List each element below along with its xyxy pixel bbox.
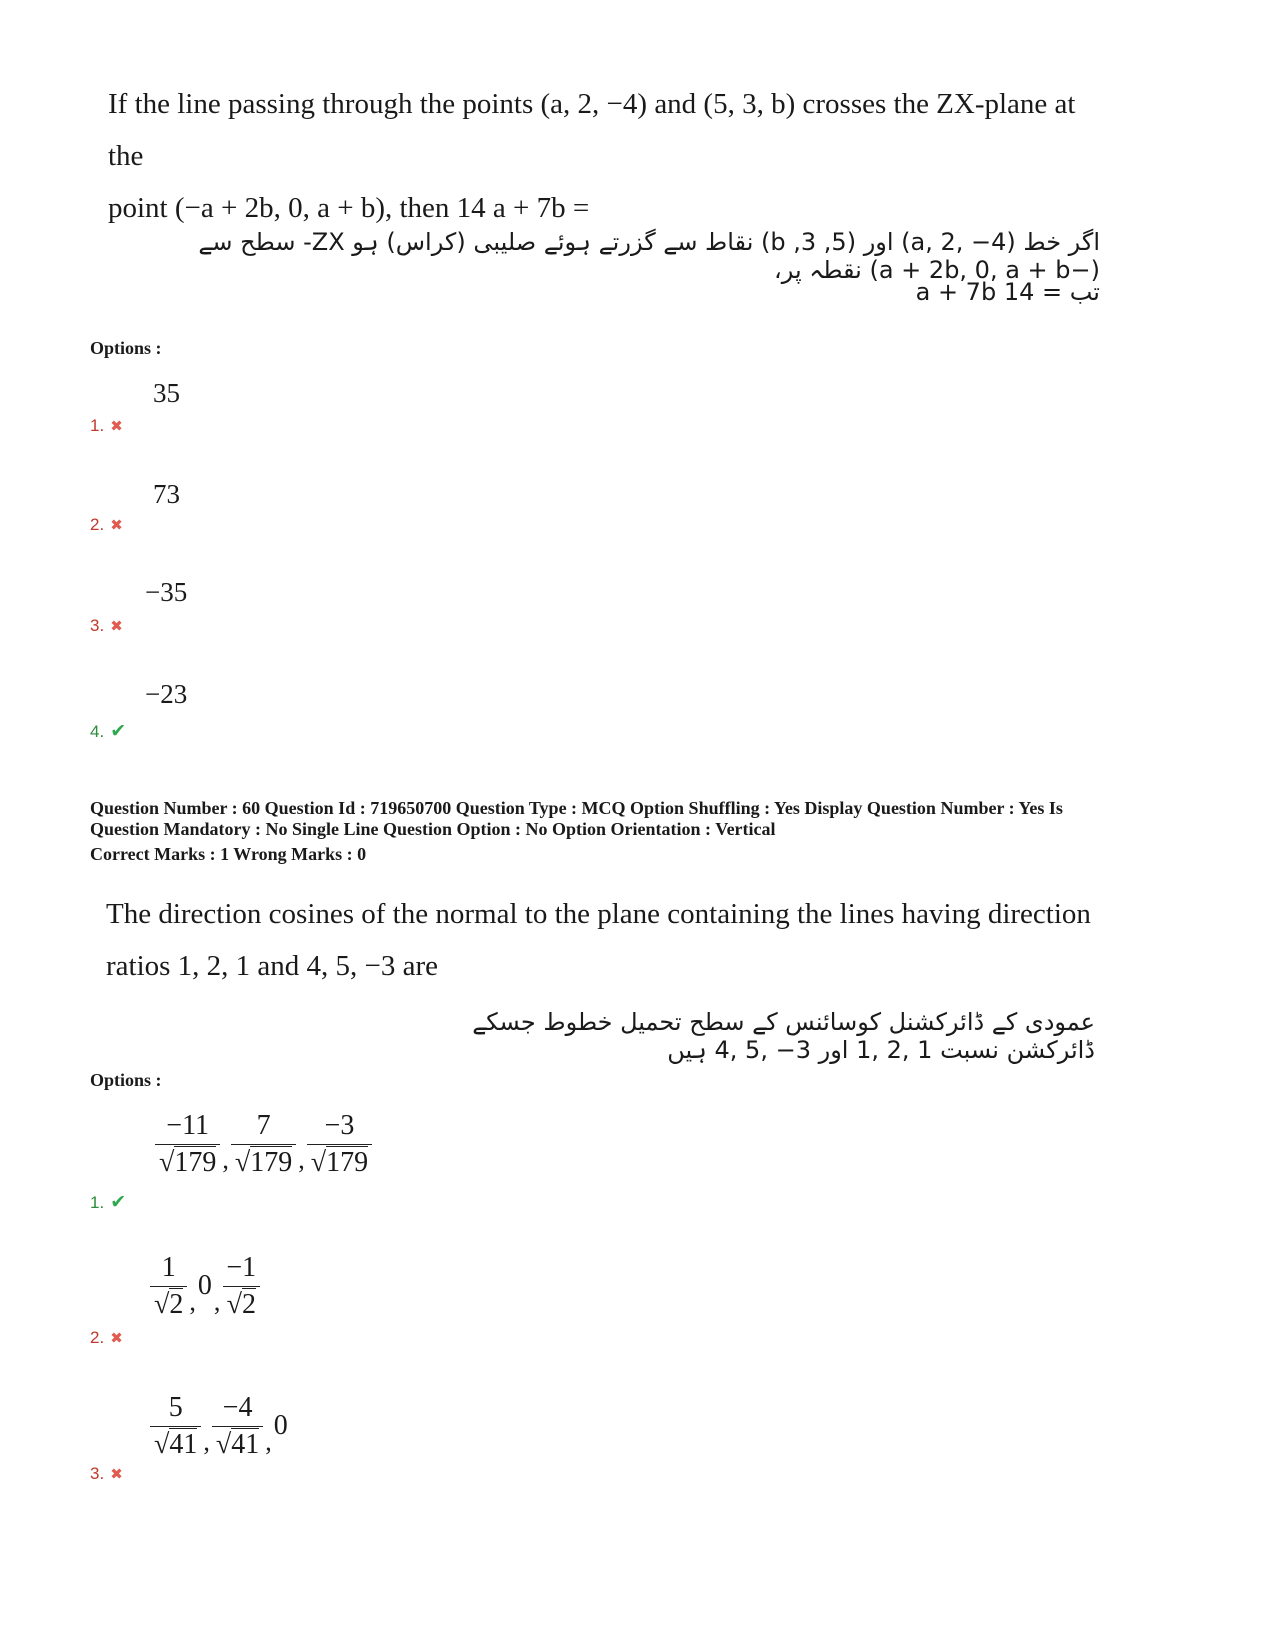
q59-text bbox=[108, 78, 1108, 234]
plain-term: 0 bbox=[273, 1409, 288, 1441]
check-icon: ✔ bbox=[110, 721, 127, 742]
q59-text-line1: If the line passing through the points (a, 2, −4) and (5, 3, b) crosses the ZX-plane at the bbox=[108, 88, 1076, 172]
q60-urdu-line1: عمودی کے ڈائرکشنل کوسائنس کے سطح تحمیل خطوط جسکے ڈائرکشن نسبت 1 ,2 ,1 اور 3− ,5 ,4 ہیں bbox=[472, 1008, 1095, 1064]
fraction: $\frac{5}{√41}$ bbox=[150, 1392, 201, 1461]
option-value: $\frac{1}{√2}$ , 0 , $\frac{-1}{√2}$ bbox=[150, 1252, 260, 1321]
option-number: 2. ✖ bbox=[90, 1328, 123, 1347]
cross-icon: ✖ bbox=[110, 517, 123, 534]
cross-icon: ✖ bbox=[110, 618, 123, 635]
q60-text-line2: ratios 1, 2, 1 and 4, 5, −3 are bbox=[106, 950, 439, 982]
q59-text-line2: point (−a + 2b, 0, a + b), then 14 a + 7b = bbox=[108, 192, 590, 224]
option-number: 2. ✖ bbox=[90, 515, 123, 534]
plain-term: 0 bbox=[197, 1269, 212, 1301]
fraction: $\frac{-4}{√41}$ bbox=[212, 1392, 263, 1461]
q60-options-label: Options : bbox=[90, 1070, 162, 1090]
q60-text-line1: The direction cosines of the normal to the plane containing the lines having direction bbox=[106, 898, 1091, 930]
q60-metadata bbox=[90, 798, 1190, 865]
fraction: $\frac{-1}{√2}$ bbox=[222, 1252, 260, 1321]
option-value: 35 bbox=[153, 378, 180, 408]
option-number: 3. ✖ bbox=[90, 616, 123, 635]
option-number: 4. ✔ bbox=[90, 721, 127, 742]
option-value: $\frac{5}{√41}$ , $\frac{-4}{√41}$ , 0 bbox=[150, 1392, 288, 1461]
q60-text bbox=[106, 888, 1096, 992]
option-value: $\frac{-11}{√179}$ , $\frac{7}{√179}$ , $\frac{-3}{√179}$ bbox=[155, 1110, 372, 1179]
option-number: 1. ✖ bbox=[90, 416, 123, 435]
option-value: −35 bbox=[145, 577, 188, 607]
q59-options-label: Options : bbox=[90, 338, 162, 358]
q59-urdu-line2: تب = 14 a + 7b bbox=[915, 278, 1100, 306]
fraction: $\frac{-11}{√179}$ bbox=[155, 1110, 220, 1179]
q59-urdu-line1: اگر خط (a, 2, −4) اور (5, 3, b) نقاط سے گزرتے ہوئے صلیبی (کراس) ہو ZX- سطح سے (−a + 2b, 0, a + b) نقطہ پر، bbox=[198, 228, 1100, 284]
option-value: 73 bbox=[153, 479, 180, 509]
fraction: $\frac{-3}{√179}$ bbox=[307, 1110, 372, 1179]
fraction: $\frac{1}{√2}$ bbox=[150, 1252, 187, 1321]
option-number: 3. ✖ bbox=[90, 1464, 123, 1483]
check-icon: ✔ bbox=[110, 1192, 127, 1213]
q60-meta-line1: Question Number : 60 Question Id : 719650700 Question Type : MCQ Option Shuffling : Yes Display Question Number : Yes Is bbox=[90, 798, 1063, 818]
cross-icon: ✖ bbox=[110, 418, 123, 435]
q60-meta-line2: Question Mandatory : No Single Line Question Option : No Option Orientation : Vertical bbox=[90, 819, 776, 839]
q60-marks: Correct Marks : 1 Wrong Marks : 0 bbox=[90, 844, 367, 864]
option-value: −23 bbox=[145, 679, 188, 709]
option-number: 1. ✔ bbox=[90, 1192, 127, 1213]
fraction: $\frac{7}{√179}$ bbox=[231, 1110, 296, 1179]
cross-icon: ✖ bbox=[110, 1330, 123, 1347]
cross-icon: ✖ bbox=[110, 1466, 123, 1483]
